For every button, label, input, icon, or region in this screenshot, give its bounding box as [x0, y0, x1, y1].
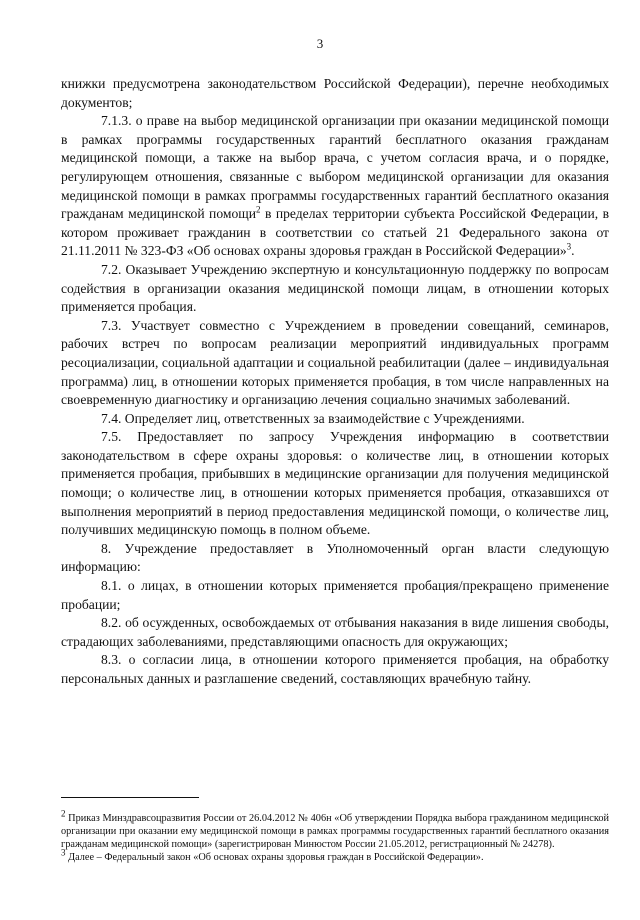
paragraph-7-5: 7.5. Предоставляет по запросу Учреждения информацию в соответствии законодательством в сфере охраны здоровья: о количестве лиц, в отношении которых применяется пробация, прибывших в медицинские организации для получения медицинской помощи; о количестве лиц, в отношении которых применяется пробация, отказавшихся от выполнения мероприятий в период предоставления медицинской помощи, о количестве лиц, получивших медицинскую помощь в полном объеме. — [61, 429, 609, 538]
paragraph-8-3: 8.3. о согласии лица, в отношении которого применяется пробация, на обработку персональных данных и разглашение сведений, составляющих врачебную тайну. — [61, 652, 609, 686]
paragraph-7-1-3 — [61, 112, 609, 261]
paragraph-7-4: 7.4. Определяет лиц, ответственных за взаимодействие с Учреждениями. — [101, 410, 525, 426]
paragraph-7-3: 7.3. Участвует совместно с Учреждением в проведении совещаний, семинаров, рабочих встреч по вопросам реализации мероприятий индивидуальных программ ресоциализации, социальной адаптации и социальной реабилитации (далее – индивидуальная программа) лиц, в отношении которых применяется пробация, в том числе направленных на своевременную диагностику и организацию лечения социально значимых заболеваний. — [61, 317, 609, 408]
footnote-ref-2[interactable]: 2 — [256, 204, 261, 215]
footnote-text: Приказ Минздравсоцразвития России от 26.04.2012 № 406н «Об утверждении Порядка выбора гражданином медицинской организации при оказании ему медицинской помощи в рамках программы государственных гарантий бесплатного оказания гражданам медицинской помощи» (зарегистрирован Минюстом России 21.05.2012, регистрационный № 24278). — [61, 813, 609, 850]
page-number: 3 — [316, 36, 324, 51]
footnotes — [61, 808, 609, 864]
footnote-text: Далее – Федеральный закон «Об основах охраны здоровья граждан в Российской Федерации». — [65, 852, 484, 863]
paragraph-text: . — [571, 243, 575, 259]
footnote-mark: 2 — [61, 808, 66, 819]
paragraph-text: 7.1.3. о праве на выбор медицинской организации при оказании медицинской помощи в рамках программы государственных гарантий бесплатного оказания гражданам медицинской помощи, а также на выбор врача, с учетом согласия врача, и о порядке, регулирующем отношения, связанные с выбором медицинской организации для оказания медицинской помощи в рамках программы государственных гарантий бесплатного оказания гражданам медицинской помощи — [61, 113, 609, 222]
paragraph-8: 8. Учреждение предоставляет в Уполномоченный орган власти следующую информацию: — [61, 540, 609, 575]
footnote-mark: 3 — [61, 847, 66, 858]
paragraph-text: в пределах территории субъекта Российской Федерации, в котором проживает гражданин в соответствии со статьей 21 Федерального закона от 21.11.2011 № 323-ФЗ «Об основах охраны здоровья граждан в Российской Федерации» — [61, 206, 609, 259]
footnote-3 — [61, 847, 609, 864]
footnote-ref-3[interactable]: 3 — [566, 241, 572, 252]
paragraph-continuation: книжки предусмотрена законодательством Российской Федерации), перечне необходимых документов; — [61, 76, 609, 110]
paragraph-8-1: 8.1. о лицах, в отношении которых применяется пробация/прекращено применение пробации; — [61, 578, 609, 612]
footnote-separator — [61, 797, 199, 798]
paragraph-7-2: 7.2. Оказывает Учреждению экспертную и консультационную поддержку по вопросам содействия в организации оказания медицинской помощи лицам, в отношении которых применяется пробация. — [61, 261, 609, 315]
paragraph-8-2: 8.2. об осужденных, освобождаемых от отбывания наказания в виде лишения свободы, страдающих заболеваниями, представляющими опасность для окружающих; — [61, 615, 609, 649]
document-body — [61, 75, 609, 689]
footnote-2 — [61, 808, 609, 851]
